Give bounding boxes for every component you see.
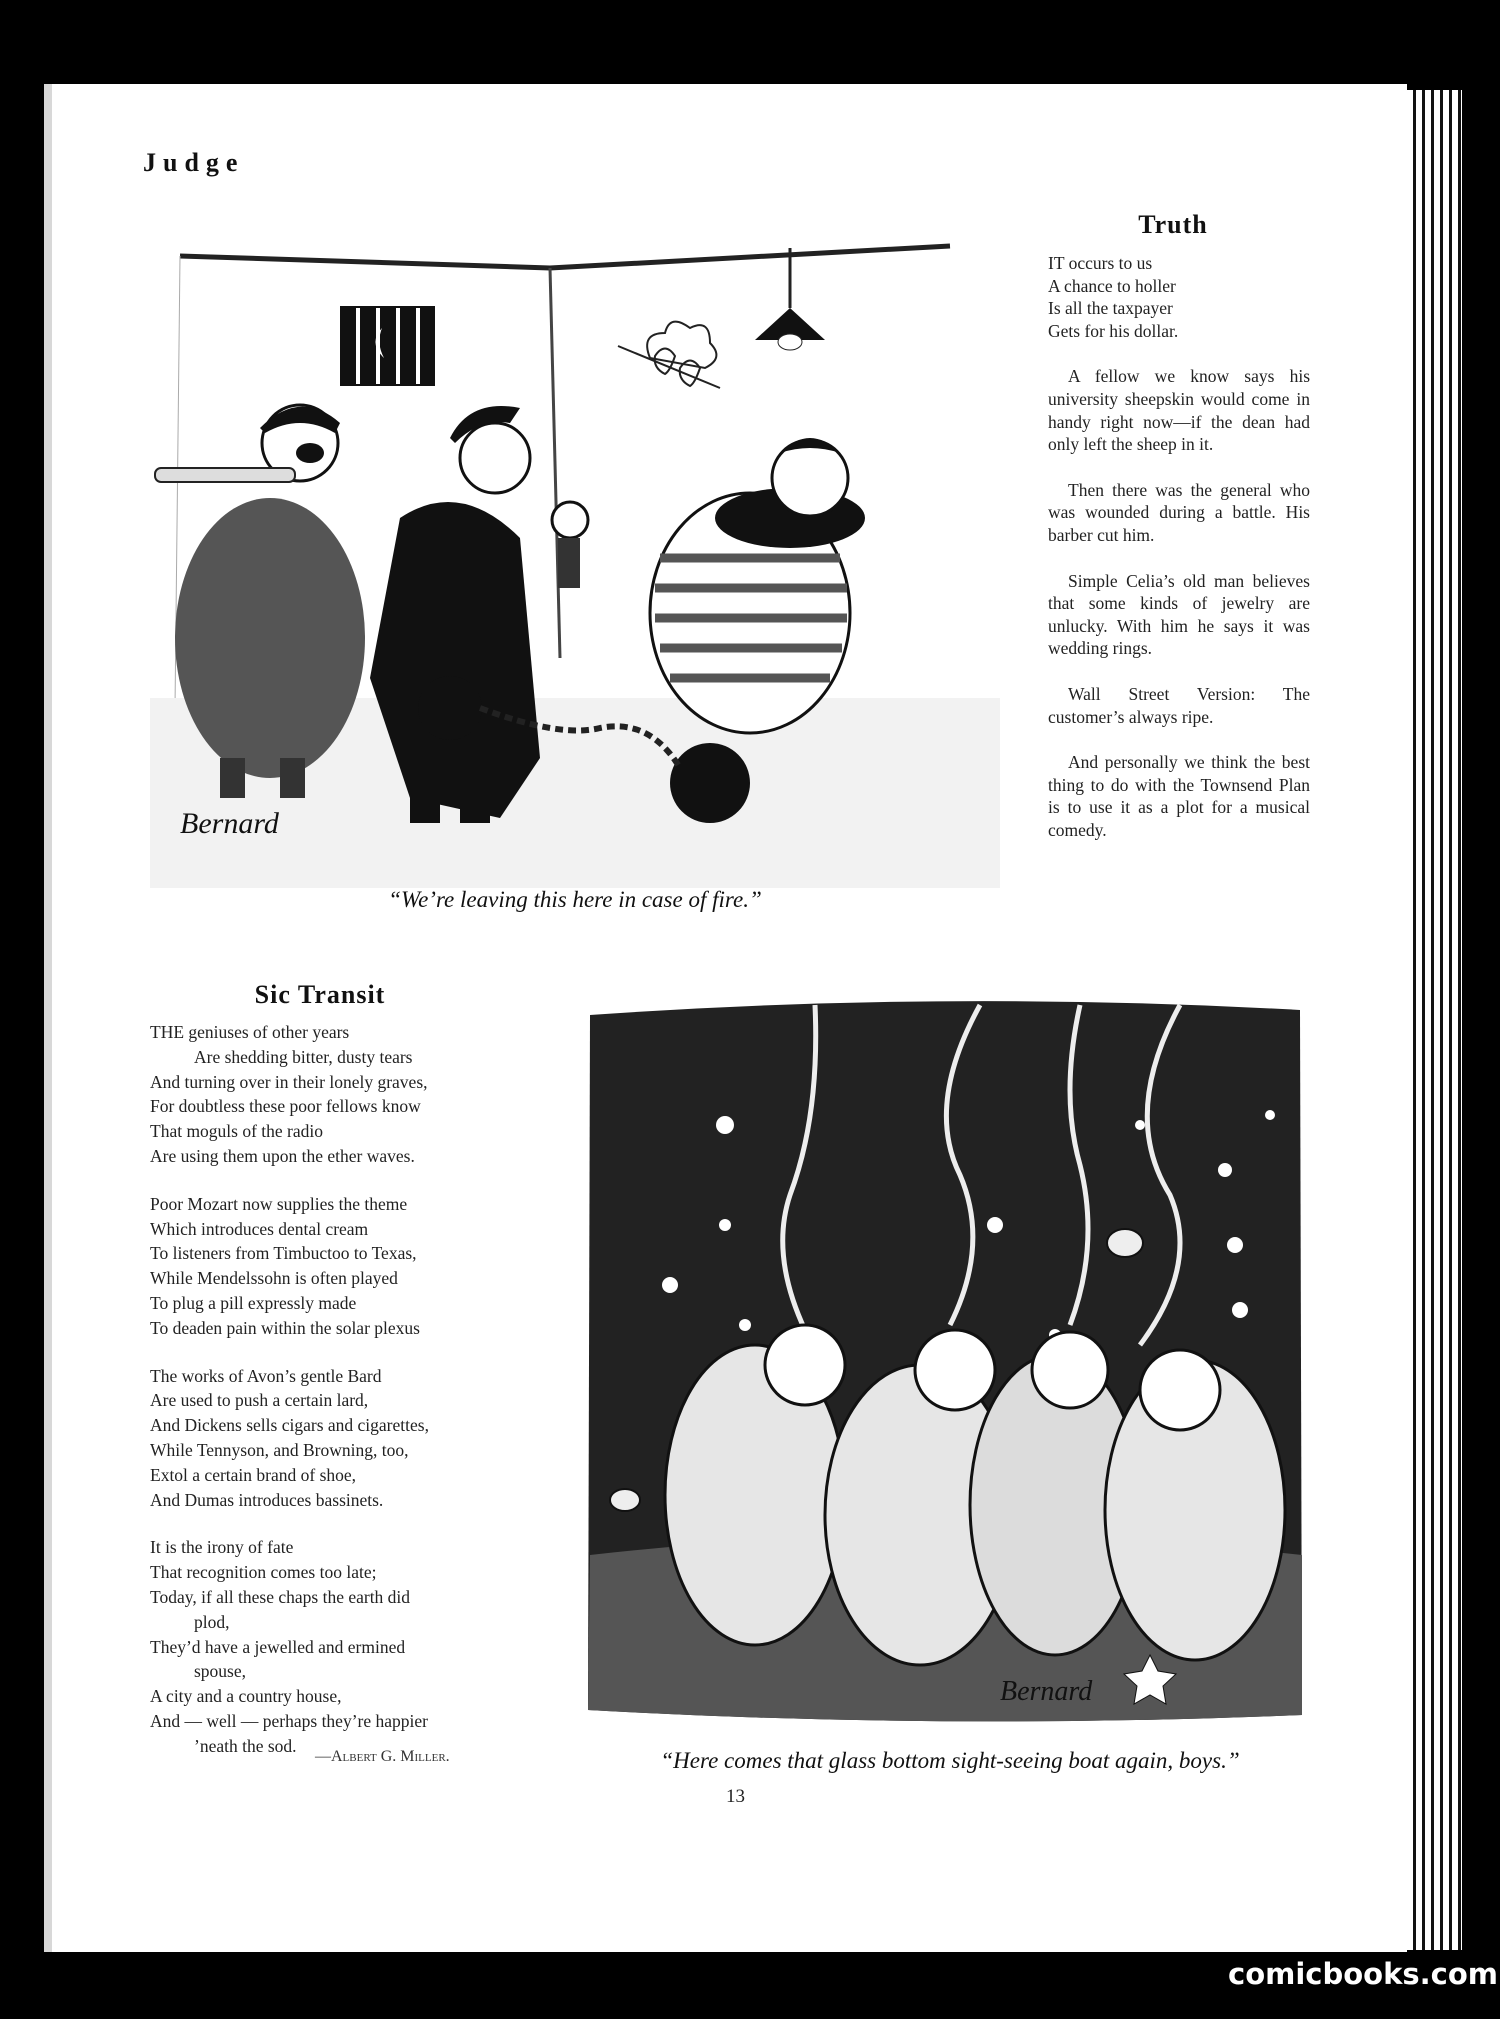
divers-cartoon [580, 995, 1310, 1725]
poem-line: And Dickens sells cigars and cigarettes, [150, 1415, 429, 1436]
sic-transit-title: Sic Transit [254, 980, 386, 1009]
poem-line: spouse, [194, 1661, 247, 1682]
poem-line: Are using them upon the ether waves. [150, 1145, 415, 1166]
poem-line: plod, [194, 1611, 230, 1632]
poem-line: A city and a country house, [150, 1686, 342, 1707]
cartoon1-caption: “We’re leaving this here in case of fire.” [388, 887, 762, 912]
poem-stanza [150, 1364, 535, 1513]
truth-title: Truth [1138, 210, 1208, 239]
poem-line: While Mendelssohn is often played [150, 1268, 398, 1289]
poem-line: To deaden pain within the solar plexus [150, 1317, 420, 1338]
truth-column [1048, 252, 1310, 864]
magazine-header: Judge [143, 148, 245, 177]
watermark: comicbooks.com [1228, 1957, 1498, 1991]
truth-paragraph: Then there was the general who was wounded during a battle. His barber cut him. [1048, 479, 1310, 545]
sic-transit-poem [150, 1020, 535, 1759]
poem-line: And — well — perhaps they’re happier [150, 1710, 428, 1731]
poem-stanza [150, 1020, 535, 1169]
poem-line: The works of Avon’s gentle Bard [150, 1365, 382, 1386]
poem-line: It is the irony of fate [150, 1537, 294, 1558]
poem-line: That moguls of the radio [150, 1121, 324, 1142]
truth-paragraph: Simple Celia’s old man believes that some kinds of jewelry are unlucky. With him he says it was wedding rings. [1048, 570, 1310, 659]
page-stack-edge [1407, 90, 1462, 1950]
poem-line: That recognition comes too late; [150, 1562, 377, 1583]
poem-line: Which introduces dental cream [150, 1218, 369, 1239]
truth-verse: IT occurs to us A chance to holler Is all the taxpayer Gets for his dollar. [1048, 253, 1179, 341]
cartoon1-signature: Bernard [180, 807, 279, 840]
poem-line: For doubtless these poor fellows know [150, 1096, 421, 1117]
poem-line: To listeners from Timbuctoo to Texas, [150, 1243, 417, 1264]
poem-line: To plug a pill expressly made [150, 1292, 357, 1313]
poem-line: ’neath the sod. [194, 1735, 297, 1756]
poem-stanza [150, 1535, 535, 1758]
cartoon2-signature: Bernard [1000, 1676, 1093, 1707]
poem-line: While Tennyson, and Browning, too, [150, 1439, 409, 1460]
poem-stanza [150, 1192, 535, 1341]
truth-paragraph: A fellow we know says his university sheepskin would come in handy right now—if the dean had only left the sheep in it. [1048, 366, 1310, 455]
poem-line: Poor Mozart now supplies the theme [150, 1193, 408, 1214]
cartoon2-caption: “Here comes that glass bottom sight-seeing boat again, boys.” [660, 1748, 1240, 1773]
page-edge [44, 84, 52, 1952]
poem-line: And turning over in their lonely graves, [150, 1071, 428, 1092]
poem-attribution: —Albert G. Miller. [315, 1748, 450, 1765]
poem-line: Are shedding bitter, dusty tears [194, 1046, 413, 1067]
poem-line: THE geniuses of other years [150, 1022, 350, 1042]
jail-cartoon [150, 238, 1000, 888]
truth-paragraph: Wall Street Version: The customer’s always ripe. [1048, 683, 1310, 727]
poem-line: And Dumas introduces bassinets. [150, 1489, 384, 1510]
poem-line: They’d have a jewelled and ermined [150, 1636, 406, 1657]
truth-paragraph: And personally we think the best thing to do with the Townsend Plan is to use it as a plot for a musical comedy. [1048, 752, 1310, 840]
poem-line: Are used to push a certain lard, [150, 1390, 369, 1411]
poem-line: Today, if all these chaps the earth did [150, 1586, 411, 1607]
poem-line: Extol a certain brand of shoe, [150, 1464, 357, 1485]
page-number: 13 [726, 1786, 745, 1807]
